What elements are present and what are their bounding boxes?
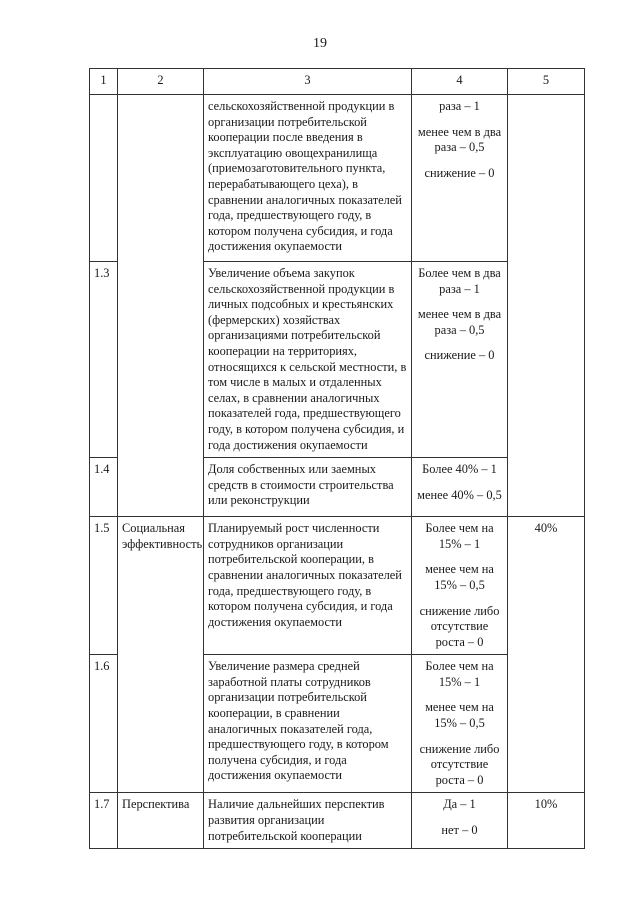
score-line: менее чем на 15% – 0,5 bbox=[425, 562, 494, 592]
row-description: сельскохозяйственной продукции в организации потребительской кооперации после введения в эксплуатацию овощехранилища (приемозаготовительного пункта, перерабатывающего цеха), в сравнении аналогичных показателей года, предшествующего году, в котором получена субсидия, и года достижения окупаемости bbox=[204, 95, 412, 262]
row-number: 1.7 bbox=[90, 793, 118, 849]
score-line: нет – 0 bbox=[441, 823, 478, 838]
score-line: Более чем в два раза – 1 bbox=[418, 266, 501, 296]
row-weight: 40% bbox=[508, 517, 585, 793]
row-category bbox=[118, 95, 204, 517]
row-description: Наличие дальнейших перспектив развития организации потребительской кооперации bbox=[204, 793, 412, 849]
header-col-1: 1 bbox=[90, 69, 118, 95]
row-number: 1.6 bbox=[90, 655, 118, 793]
score-line: Да – 1 bbox=[443, 797, 476, 812]
header-col-3: 3 bbox=[204, 69, 412, 95]
row-category: Социальная эффективность bbox=[118, 517, 204, 793]
header-col-2: 2 bbox=[118, 69, 204, 95]
score-line: Более чем на 15% – 1 bbox=[425, 659, 494, 689]
row-description: Планируемый рост численности сотрудников организации потребительской кооперации, в сравнении аналогичных показателей года, предшествующего году, в котором получена субсидия, и года достижения окупаемости bbox=[204, 517, 412, 655]
row-number bbox=[90, 95, 118, 262]
score-line: снижение – 0 bbox=[424, 165, 495, 180]
score-line: снижение либо отсутствие роста – 0 bbox=[419, 741, 500, 787]
table-body bbox=[90, 95, 585, 849]
row-number: 1.5 bbox=[90, 517, 118, 655]
score-line: менее 40% – 0,5 bbox=[417, 487, 502, 502]
score-line: Более чем на 15% – 1 bbox=[425, 521, 494, 551]
score-line: снижение либо отсутствие роста – 0 bbox=[419, 603, 500, 649]
row-scores bbox=[412, 655, 508, 793]
row-category: Перспектива bbox=[118, 793, 204, 849]
header-col-4: 4 bbox=[412, 69, 508, 95]
row-description: Доля собственных или заемных средств в стоимости строительства или реконструкции bbox=[204, 458, 412, 517]
header-row bbox=[90, 69, 585, 95]
header-col-5: 5 bbox=[508, 69, 585, 95]
score-line: снижение – 0 bbox=[424, 348, 495, 363]
table-header bbox=[90, 69, 585, 95]
score-line: раза – 1 bbox=[439, 99, 480, 113]
row-number: 1.4 bbox=[90, 458, 118, 517]
row-description: Увеличение размера средней заработной платы сотрудников организации потребительской кооперации, в сравнении аналогичных показателей года, предшествующего году, в котором получена субсидия, и года достижения окупаемости bbox=[204, 655, 412, 793]
table-row bbox=[90, 793, 585, 849]
table-row bbox=[90, 517, 585, 655]
row-scores bbox=[412, 262, 508, 458]
row-scores bbox=[412, 458, 508, 517]
page-number: 19 bbox=[313, 36, 327, 51]
row-scores bbox=[412, 793, 508, 849]
row-scores bbox=[412, 95, 508, 262]
score-line: менее чем в два раза – 0,5 bbox=[417, 307, 502, 337]
score-line: менее чем на 15% – 0,5 bbox=[425, 700, 494, 731]
table-row bbox=[90, 95, 585, 262]
criteria-table bbox=[89, 68, 585, 849]
row-weight bbox=[508, 95, 585, 517]
score-line: менее чем в два раза – 0,5 bbox=[417, 124, 502, 155]
row-description: Увеличение объема закупок сельскохозяйственной продукции в личных подсобных и крестьянских (фермерских) хозяйствах организациями потребительской кооперации на территориях, относящихся к сельской местности, в том числе в малых и отдаленных селах, в сравнении аналогичных показателей года, предшествующего году, в котором получена субсидия, и года достижения окупаемости bbox=[204, 262, 412, 458]
row-scores bbox=[412, 517, 508, 655]
score-line: Более 40% – 1 bbox=[422, 462, 497, 477]
row-number: 1.3 bbox=[90, 262, 118, 458]
row-weight: 10% bbox=[508, 793, 585, 849]
